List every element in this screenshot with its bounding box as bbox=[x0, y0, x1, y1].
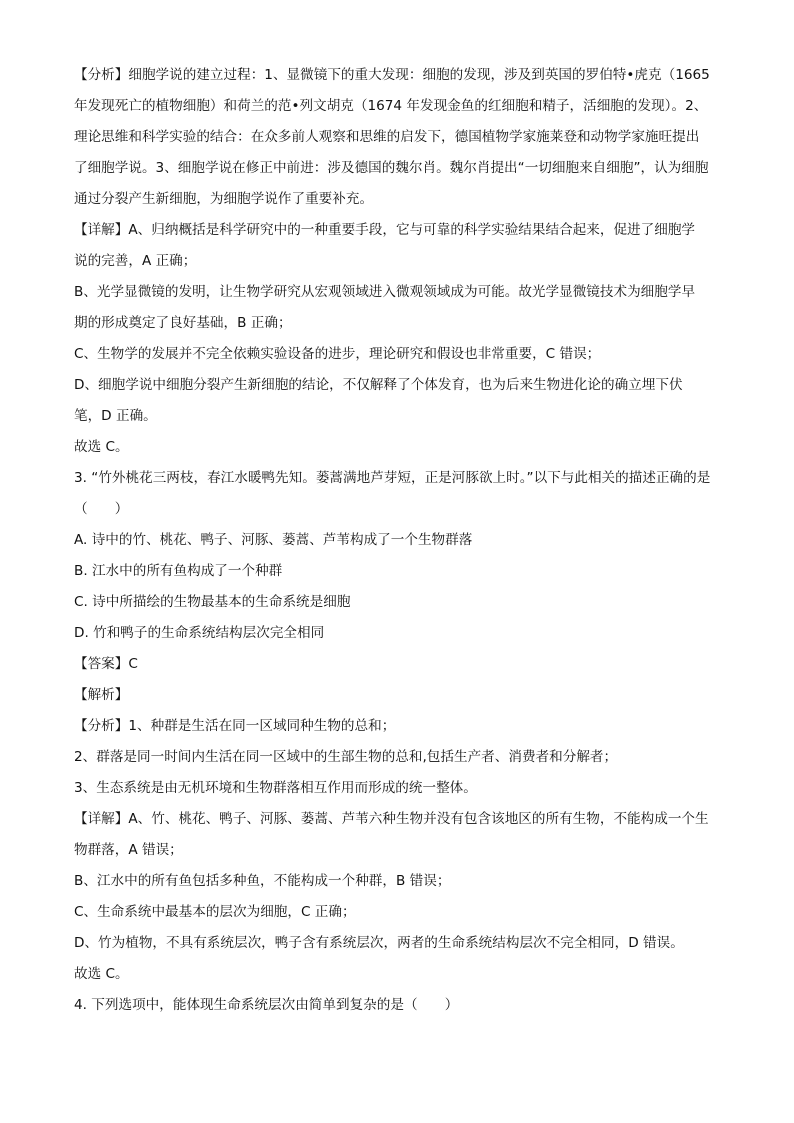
question-3-bracket: （ ） bbox=[74, 501, 129, 517]
explanation-line-5: C、生物学的发展并不完全依赖实验设备的进步，理论研究和假设也非常重要，C 错误； bbox=[74, 346, 601, 362]
analysis-line-2: 年发现死亡的植物细胞）和荷兰的范•列文胡克（1674 年发现金鱼的红细胞和精子，活细胞的发现）。2、 bbox=[74, 98, 708, 114]
question-3-option-a: A. 诗中的竹、桃花、鸭子、河豚、蒌蒿、芦苇构成了一个生物群落 bbox=[74, 532, 473, 548]
question-3-answer: 【答案】C bbox=[74, 656, 138, 672]
question-3-explanation-line-1: 【详解】A、竹、桃花、鸭子、河豚、蒌蒿、芦苇六种生物并没有包含该地区的所有生物，不能构成一个生 bbox=[74, 811, 709, 827]
explanation-line-6: D、细胞学说中细胞分裂产生新细胞的结论，不仅解释了个体发育，也为后来生物进化论的确立埋下伏 bbox=[74, 377, 683, 393]
question-4-stem: 4. 下列选项中，能体现生命系统层次由简单到复杂的是（ ） bbox=[74, 997, 459, 1013]
question-3-explanation-line-3: B、江水中的所有鱼包括多种鱼，不能构成一个种群，B 错误； bbox=[74, 873, 451, 889]
question-3-stem: 3. “竹外桃花三两枝，春江水暖鸭先知。蒌蒿满地芦芽短，正是河豚欲上时。”以下与此相关的描述正确的是 bbox=[74, 470, 711, 486]
explanation-line-7: 笔，D 正确。 bbox=[74, 408, 157, 424]
analysis-line-1: 【分析】细胞学说的建立过程：1、显微镜下的重大发现：细胞的发现，涉及到英国的罗伯特•虎克（1665 bbox=[74, 67, 710, 83]
explanation-line-2: 说的完善，A 正确； bbox=[74, 253, 197, 269]
question-3-analysis-line-3: 3、生态系统是由无机环境和生物群落相互作用而形成的统一整体。 bbox=[74, 780, 477, 796]
question-3-analysis-heading: 【解析】 bbox=[74, 687, 129, 703]
question-3-option-d: D. 竹和鸭子的生命系统结构层次完全相同 bbox=[74, 625, 325, 641]
analysis-line-4: 了细胞学说。3、细胞学说在修正中前进：涉及德国的魏尔肖。魏尔肖提出“一切细胞来自细胞”，认为细胞 bbox=[74, 160, 709, 176]
question-3-choice-line: 故选 C。 bbox=[74, 966, 129, 982]
explanation-line-1: 【详解】A、归纳概括是科学研究中的一种重要手段，它与可靠的科学实验结果结合起来，促进了细胞学 bbox=[74, 222, 696, 238]
question-3-explanation-line-4: C、生命系统中最基本的层次为细胞，C 正确； bbox=[74, 904, 356, 920]
choice-line: 故选 C。 bbox=[74, 439, 129, 455]
question-3-explanation-line-2: 物群落，A 错误； bbox=[74, 842, 183, 858]
question-3-option-c: C. 诗中所描绘的生物最基本的生命系统是细胞 bbox=[74, 594, 351, 610]
explanation-line-4: 期的形成奠定了良好基础，B 正确； bbox=[74, 315, 292, 331]
question-3-analysis-line-1: 【分析】1、种群是生活在同一区域同种生物的总和； bbox=[74, 718, 396, 734]
analysis-line-5: 通过分裂产生新细胞，为细胞学说作了重要补充。 bbox=[74, 191, 374, 207]
question-3-explanation-line-5: D、竹为植物，不具有系统层次，鸭子含有系统层次，两者的生命系统结构层次不完全相同，D 错误。 bbox=[74, 935, 684, 951]
question-3-analysis-line-2: 2、群落是同一时间内生活在同一区域中的生部生物的总和,包括生产者、消费者和分解者； bbox=[74, 749, 618, 765]
analysis-line-3: 理论思维和科学实验的结合：在众多前人观察和思维的启发下，德国植物学家施莱登和动物学家施旺提出 bbox=[74, 129, 700, 145]
explanation-line-3: B、光学显微镜的发明，让生物学研究从宏观领域进入微观领域成为可能。故光学显微镜技术为细胞学早 bbox=[74, 284, 696, 300]
question-3-option-b: B. 江水中的所有鱼构成了一个种群 bbox=[74, 563, 283, 579]
